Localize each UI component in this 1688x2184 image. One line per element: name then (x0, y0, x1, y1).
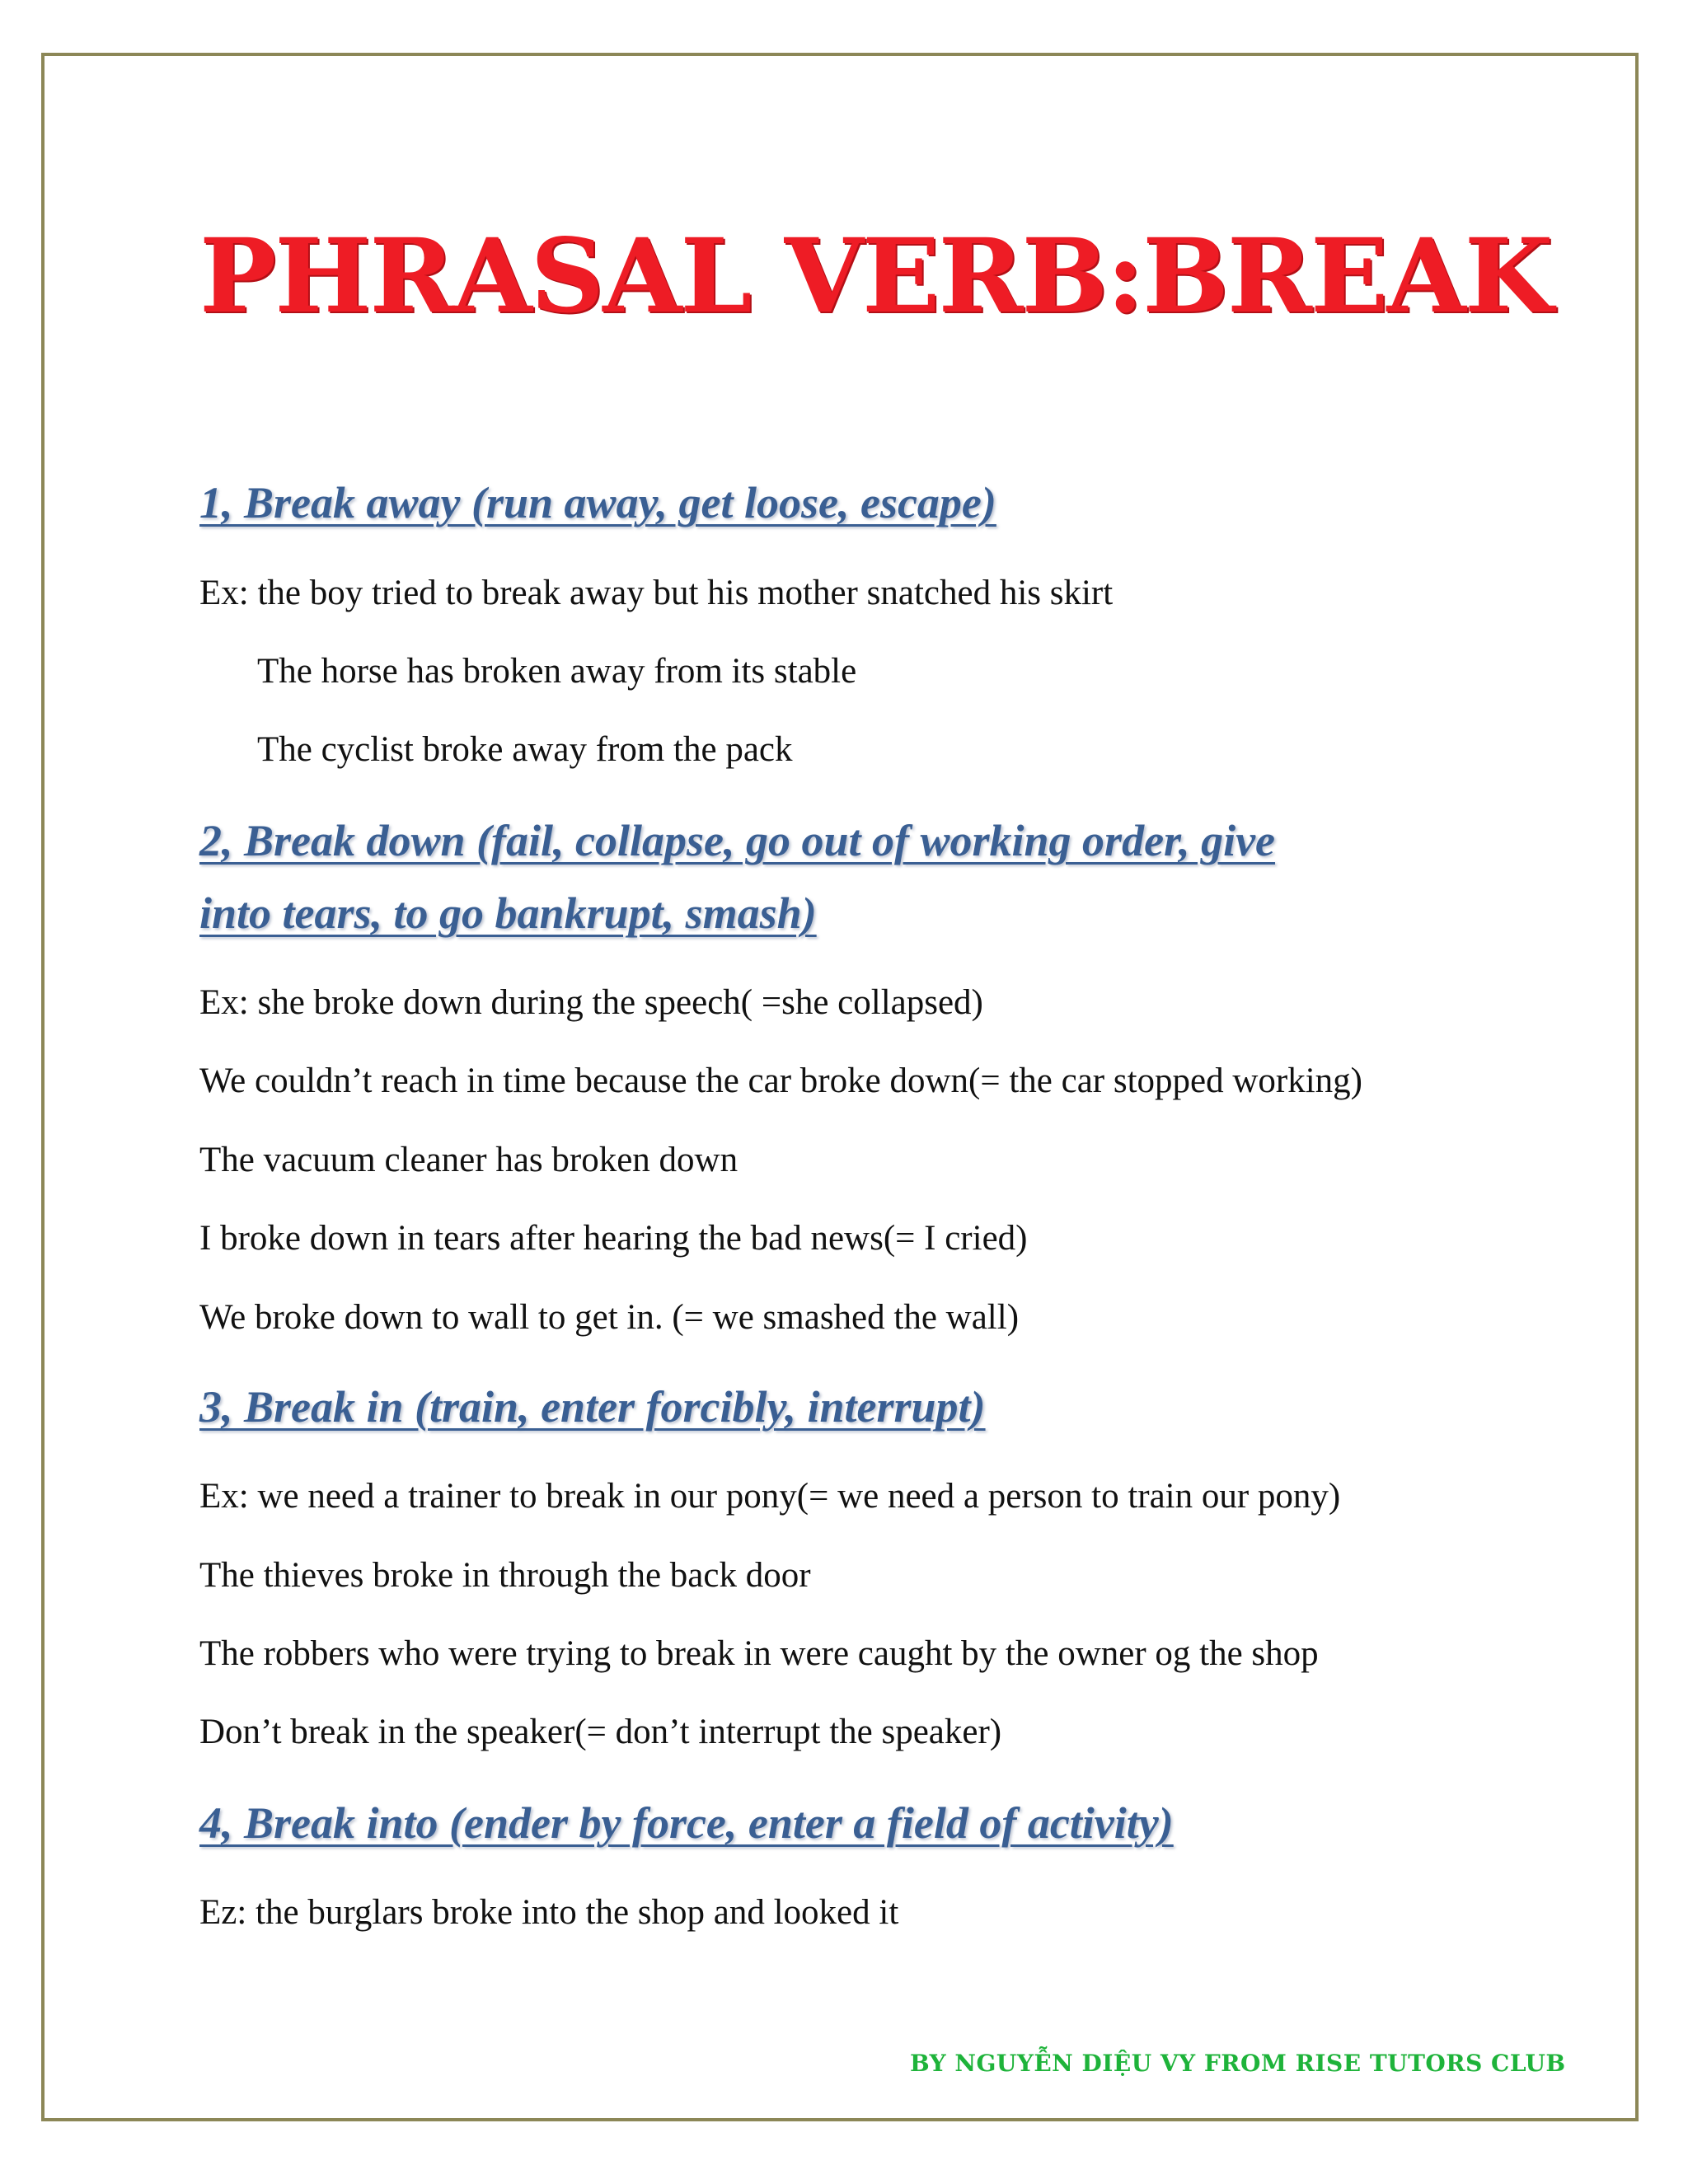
example-line: The cyclist broke away from the pack (257, 730, 793, 769)
section-heading-break-down-continued: into tears, to go bankrupt, smash) (199, 888, 817, 938)
section-heading-break-down: 2, Break down (fail, collapse, go out of working order, give (199, 816, 1276, 865)
section-heading-break-away: 1, Break away (run away, get loose, escape) (199, 478, 996, 527)
example-line: Ex: the boy tried to break away but his mother snatched his skirt (199, 574, 1114, 612)
example-line: The robbers who were trying to break in were caught by the owner og the shop (199, 1634, 1319, 1673)
example-line: I broke down in tears after hearing the bad news(= I cried) (199, 1219, 1028, 1258)
example-line: Don’t break in the speaker(= don’t interrupt the speaker) (199, 1713, 1002, 1751)
example-line: We couldn’t reach in time because the car broke down(= the car stopped working) (199, 1062, 1363, 1100)
example-line: We broke down to wall to get in. (= we smashed the wall) (199, 1298, 1020, 1337)
section-heading-break-into: 4, Break into (ender by force, enter a field of activity) (199, 1798, 1174, 1848)
example-line: Ex: we need a trainer to break in our pony(= we need a person to train our pony) (199, 1477, 1341, 1516)
example-line: The thieves broke in through the back door (199, 1556, 811, 1595)
example-line: Ez: the burglars broke into the shop and looked it (199, 1893, 899, 1932)
example-line: Ex: she broke down during the speech( =she collapsed) (199, 983, 983, 1022)
example-line: The vacuum cleaner has broken down (199, 1141, 738, 1179)
author-credit: BY NGUYỄN DIỆU VY FROM RISE TUTORS CLUB (910, 2050, 1566, 2077)
section-heading-break-in: 3, Break in (train, enter forcibly, interrupt) (199, 1382, 986, 1432)
example-line: The horse has broken away from its stable (257, 652, 857, 691)
page-title: PHRASAL VERB:BREAK (199, 217, 1552, 336)
